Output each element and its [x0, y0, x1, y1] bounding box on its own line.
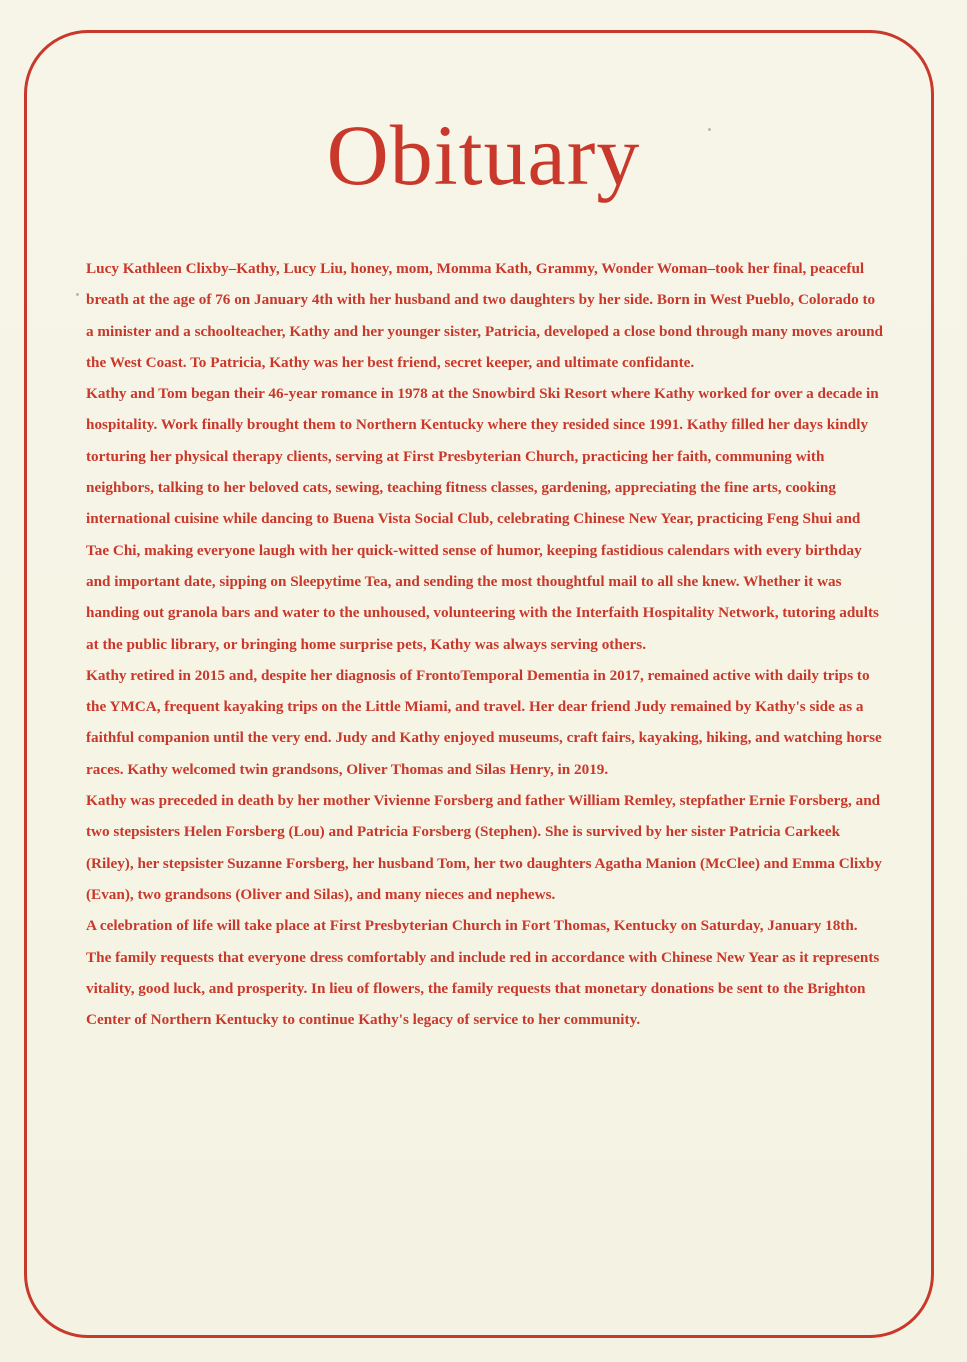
page-title: Obituary — [326, 107, 641, 203]
paragraph-family: Kathy was preceded in death by her mother Vivienne Forsberg and father William Remley, stepfather Ernie Forsberg, and two stepsisters Helen Forsberg (Lou) and Patricia Forsberg (Stephen). She is survived by her sister Patricia Carkeek (Riley), her stepsister Suzanne Forsberg, her husband Tom, her two daughters Agatha Manion (McClee) and Emma Clixby (Evan), two grandsons (Oliver and Silas), and many nieces and nephews. — [86, 792, 882, 903]
paragraph-life: Kathy and Tom began their 46-year romance in 1978 at the Snowbird Ski Resort where Kathy worked for over a decade in hospitality. Work finally brought them to Northern Kentucky where they resided since 1991. Kathy filled her days kindly torturing her physical therapy clients, serving at First Presbyterian Church, practicing her faith, communing with neighbors, talking to her beloved cats, sewing, teaching fitness classes, gardening, appreciating the fine arts, cooking international cuisine while dancing to Buena Vista Social Club, celebrating Chinese New Year, practicing Feng Shui and Tae Chi, making everyone laugh with her quick-witted sense of humor, keeping fastidious calendars with every birthday and important date, sipping on Sleepytime Tea, and sending the most thoughtful mail to all she knew. Whether it was handing out granola bars and water to the unhoused, volunteering with the Interfaith Hospitality Network, tutoring adults at the public library, or bringing home surprise pets, Kathy was always serving others. — [86, 385, 879, 653]
paper-speck — [76, 293, 79, 296]
paragraph-celebration: A celebration of life will take place at First Presbyterian Church in Fort Thomas, Kentucky on Saturday, January 18th. The family requests that everyone dress comfortably and include red in accordance with Chinese New Year as it represents vitality, good luck, and prosperity. In lieu of flowers, the family requests that monetary donations be sent to the Brighton Center of Northern Kentucky to continue Kathy's legacy of service to her community. — [86, 917, 880, 1029]
obituary-body — [86, 253, 886, 1035]
paragraph-intro: Lucy Kathleen Clixby–Kathy, Lucy Liu, honey, mom, Momma Kath, Grammy, Wonder Woman–took her final, peaceful breath at the age of 76 on January 4th with her husband and two daughters by her side. Born in West Pueblo, Colorado to a minister and a schoolteacher, Kathy and her younger sister, Patricia, developed a close bond through many moves around the West Coast. To Patricia, Kathy was her best friend, secret keeper, and ultimate confidante. — [86, 260, 883, 371]
paragraph-retirement: Kathy retired in 2015 and, despite her diagnosis of FrontoTemporal Dementia in 2017, remained active with daily trips to the YMCA, frequent kayaking trips on the Little Miami, and travel. Her dear friend Judy remained by Kathy's side as a faithful companion until the very end. Judy and Kathy enjoyed museums, craft fairs, kayaking, hiking, and watching horse races. Kathy welcomed twin grandsons, Oliver Thomas and Silas Henry, in 2019. — [86, 666, 882, 778]
